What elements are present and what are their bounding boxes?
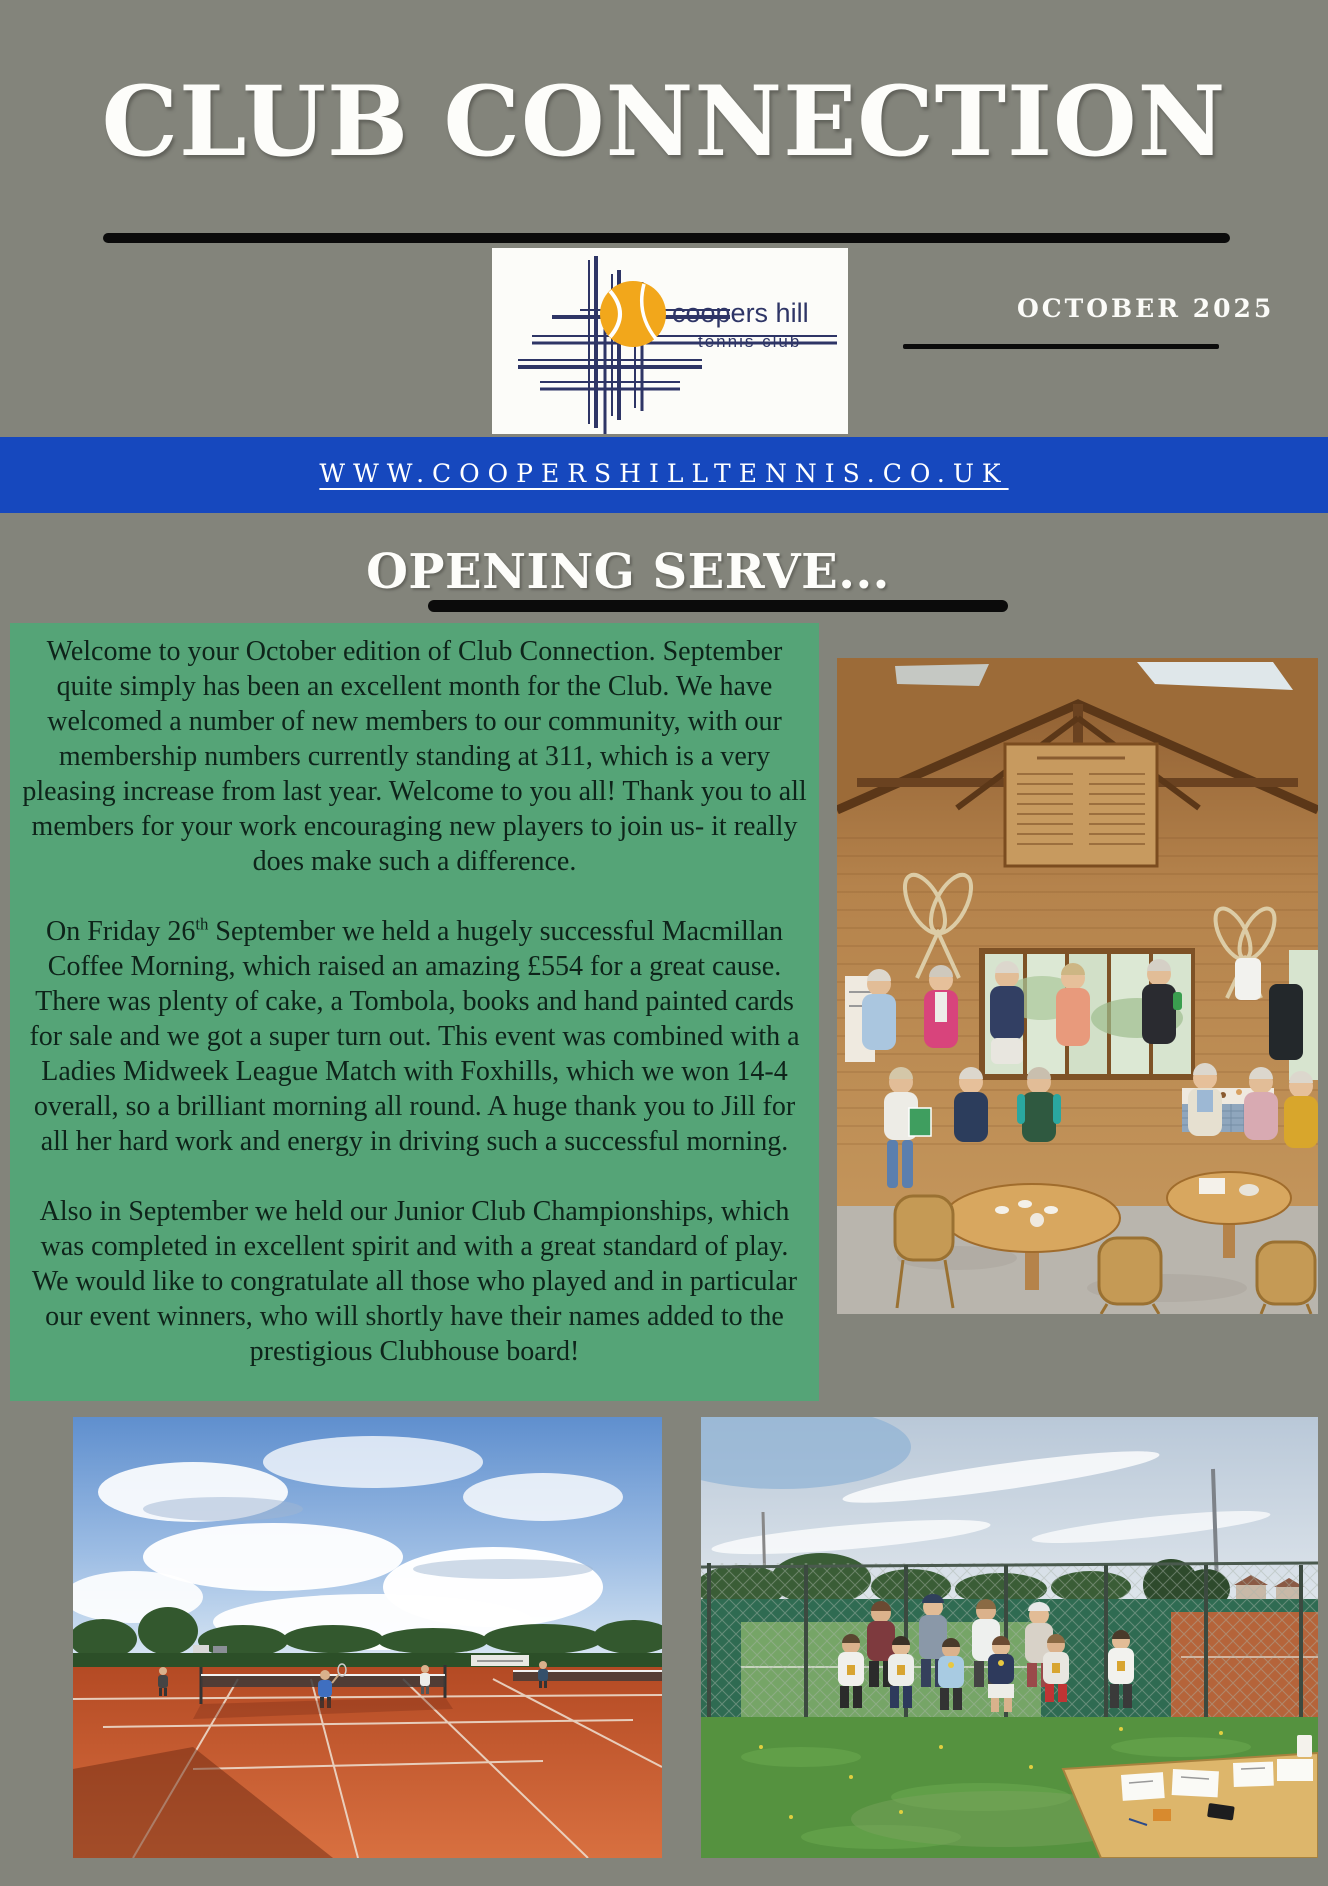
paragraph-junior-championships: Also in September we held our Junior Club Championships, which was completed in excellent spirit and with a great standard of play. We would like to congratulate all those who played and in particular our event winners, who will shortly have their names added to the prestigious Clubhouse board! [31, 1196, 798, 1367]
paragraph-welcome: Welcome to your October edition of Club Connection. September quite simply has been an excellent month for the Club. We have welcomed a number of new members to our community, with our membership numbers currently standing at 311, which is a very pleasing increase from last year. Welcome to you all! Thank you to all members for your work encouraging new players to join us- it really does make such a difference. [22, 636, 807, 877]
page-title: CLUB CONNECTION [101, 65, 1227, 178]
logo-club-name-line1: coopers hill [672, 298, 809, 328]
honours-board [1005, 744, 1157, 866]
section-heading: OPENING SERVE... [366, 544, 890, 600]
issue-date-rule [903, 344, 1219, 349]
website-link[interactable]: WWW.COOPERSHILLTENNIS.CO.UK [319, 459, 1009, 488]
club-logo-graphic [492, 248, 848, 434]
logo-club-name-line2: tennis club [698, 332, 802, 351]
website-banner [0, 437, 1328, 513]
clay-courts-photo [73, 1417, 662, 1858]
logo-tennis-ball-icon [600, 281, 666, 347]
juniors-photo [701, 1417, 1318, 1858]
title-divider-rule [103, 233, 1230, 243]
clubhouse-photo [837, 658, 1318, 1314]
club-logo [492, 248, 848, 434]
issue-date: OCTOBER 2025 [1017, 294, 1275, 323]
section-heading-rule [428, 600, 1008, 612]
paragraph-coffee-morning: On Friday 26th September we held a hugely successful Macmillan Coffee Morning, which raised an amazing £554 for a great cause. There was plenty of cake, a Tombola, books and hand painted cards for sale and we got a super turn out. This event was combined with a Ladies Midweek League Match with Foxhills, which we won 14-4 overall, so a brilliant morning all round. A huge thank you to Jill for all her hard work and energy in driving such a successful morning. [29, 914, 800, 1157]
opening-serve-text-box [10, 623, 819, 1401]
